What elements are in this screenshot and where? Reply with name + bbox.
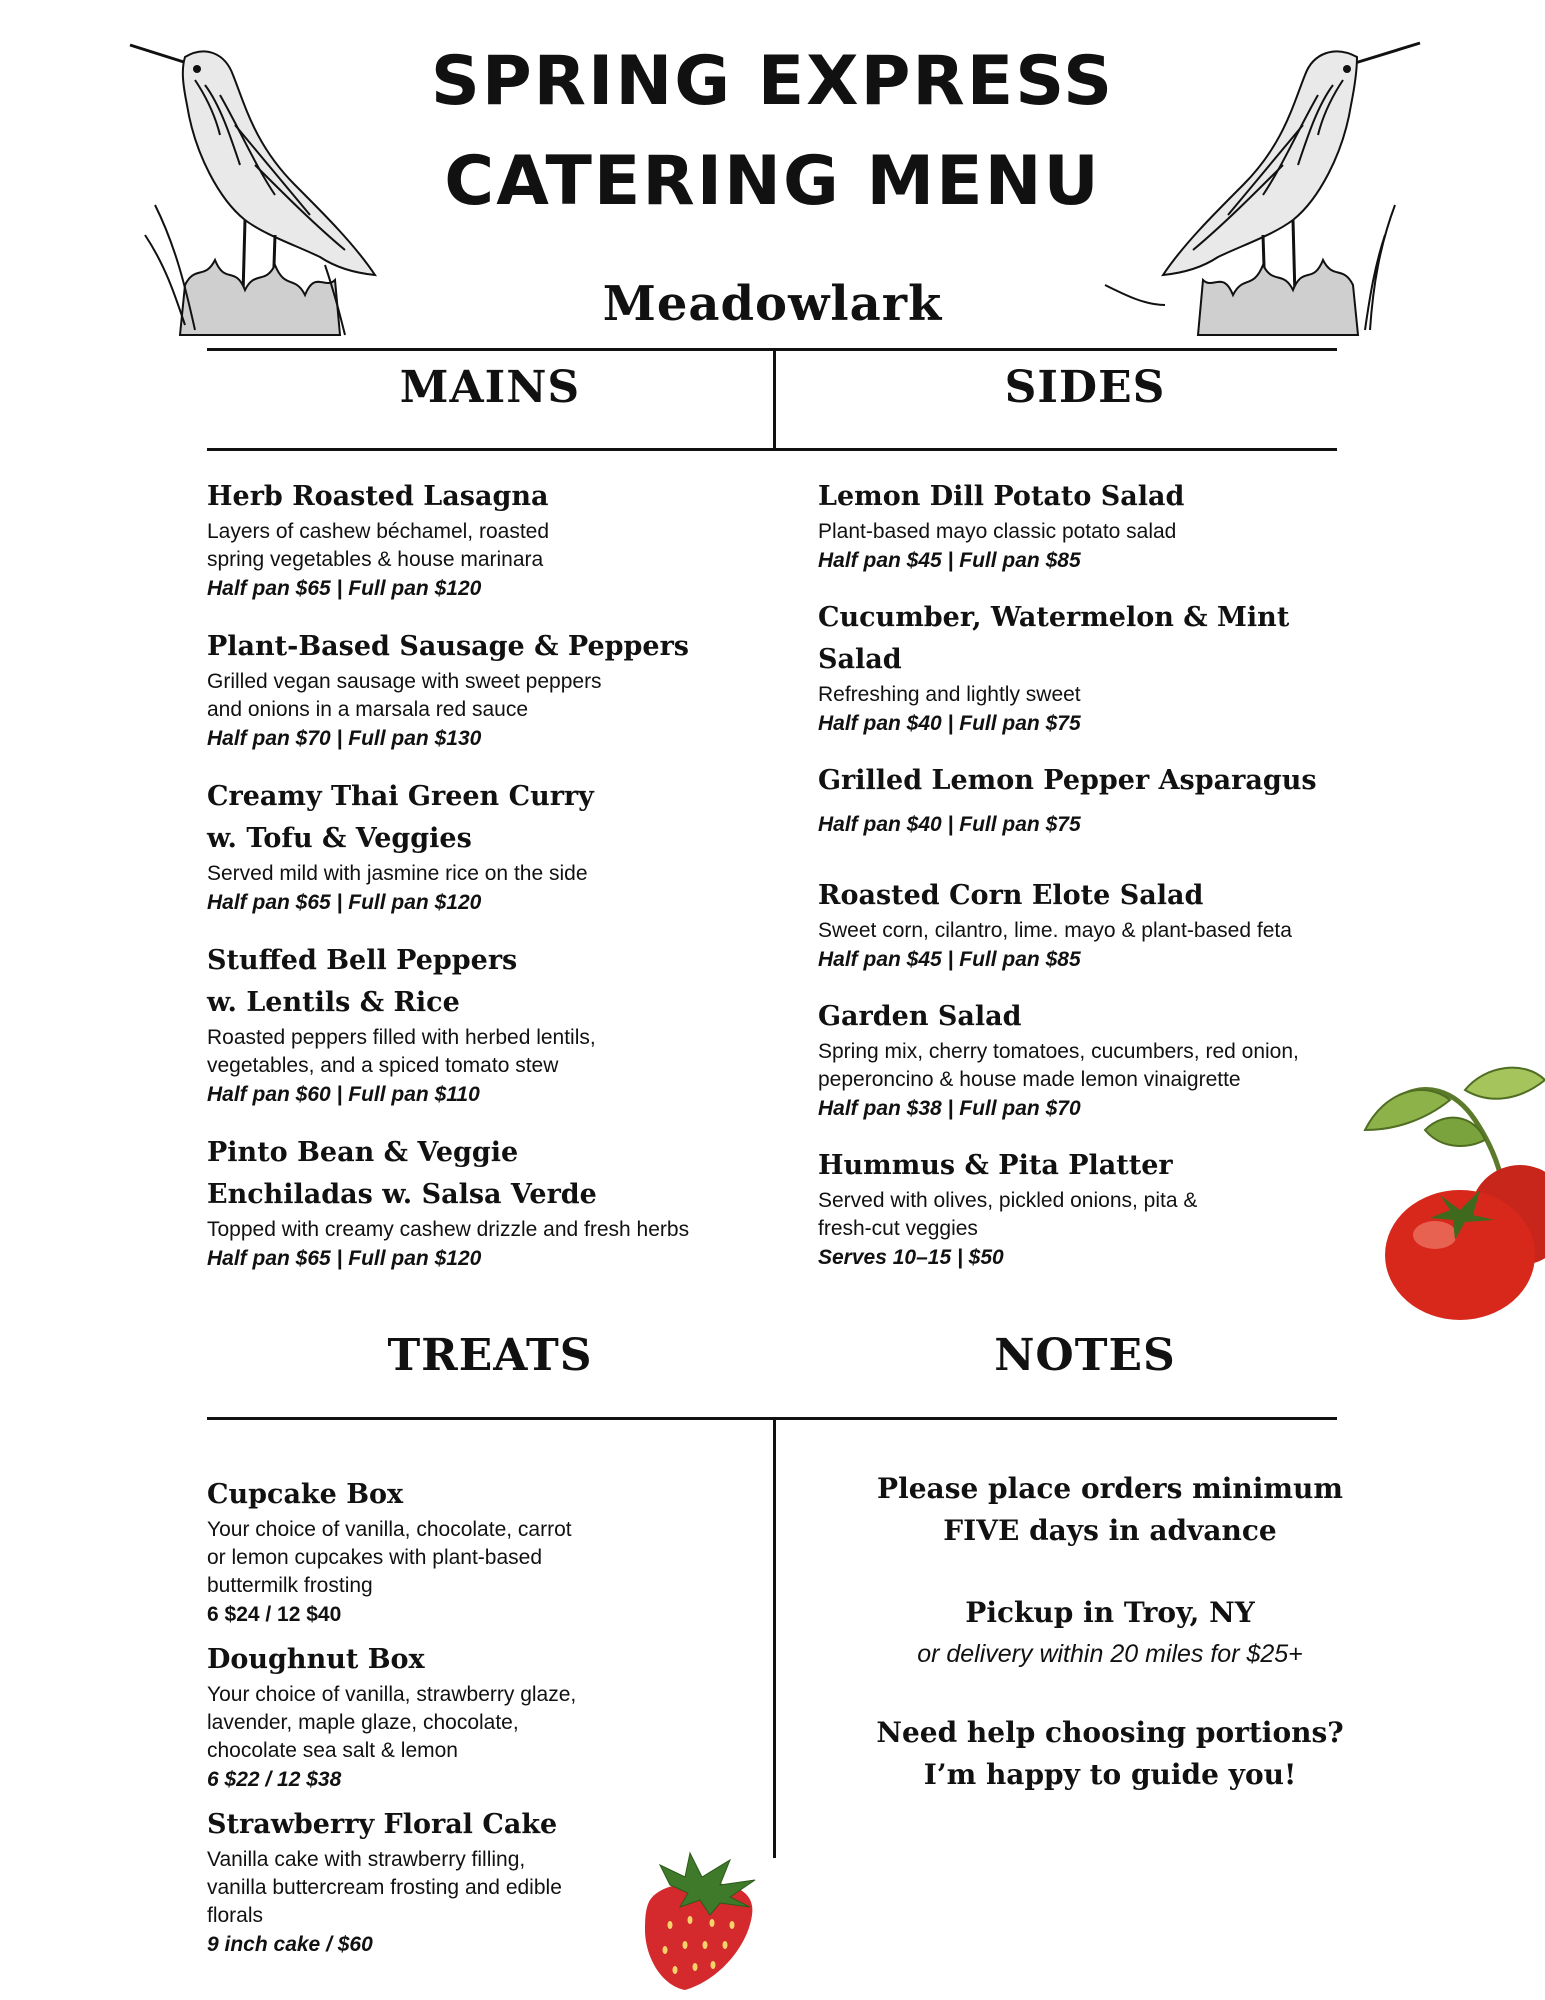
item-description: vanilla buttercream frosting and edible [207, 1876, 562, 1899]
item-name: w. Lentils & Rice [207, 987, 460, 1018]
menu-item [818, 996, 1378, 1123]
item-name: Roasted Corn Elote Salad [818, 880, 1204, 911]
item-description: Served mild with jasmine rice on the side [207, 862, 588, 885]
section-header-treats: TREATS [387, 1330, 593, 1381]
item-name: Stuffed Bell Peppers [207, 945, 518, 976]
tomato-illustration [1355, 1060, 1545, 1320]
menu-item [818, 1145, 1378, 1272]
mains-column [207, 476, 767, 1273]
menu-item [207, 1474, 767, 1629]
divider-lower-headers [207, 1417, 1337, 1420]
item-name: Garden Salad [818, 1001, 1022, 1032]
notes-order-line2: FIVE days in advance [943, 1514, 1277, 1547]
item-price: Half pan $65 | Full pan $120 [207, 1247, 482, 1270]
strawberry-illustration [630, 1845, 780, 1995]
menu-item [818, 760, 1378, 839]
menu-item [207, 1639, 767, 1794]
menu-item [818, 597, 1378, 738]
section-header-sides: SIDES [1004, 362, 1166, 413]
item-price: Half pan $65 | Full pan $120 [207, 891, 482, 914]
section-header-notes: NOTES [994, 1330, 1176, 1381]
item-price: 9 inch cake / $60 [207, 1933, 373, 1956]
item-description: Served with olives, pickled onions, pita & [818, 1189, 1198, 1212]
item-price: Serves 10–15 | $50 [818, 1246, 1004, 1269]
item-description: Grilled vegan sausage with sweet peppers [207, 670, 602, 693]
menu-title-line2: CATERING MENU [444, 142, 1101, 221]
item-name: Enchiladas w. Salsa Verde [207, 1179, 597, 1210]
item-price: Half pan $38 | Full pan $70 [818, 1097, 1081, 1120]
item-description: florals [207, 1904, 264, 1927]
item-name: Grilled Lemon Pepper Asparagus [818, 765, 1317, 796]
menu-item [818, 875, 1378, 974]
item-description: lavender, maple glaze, chocolate, [207, 1711, 519, 1734]
item-price: Half pan $40 | Full pan $75 [818, 813, 1081, 836]
notes-help-line1: Need help choosing portions? [876, 1716, 1344, 1749]
menu-item [207, 626, 767, 753]
item-price: 6 $24 / 12 $40 [207, 1603, 342, 1626]
menu-item [207, 476, 767, 603]
item-name: Cucumber, Watermelon & Mint Salad [818, 602, 1290, 675]
item-description: or lemon cupcakes with plant-based [207, 1546, 543, 1569]
item-name: Cupcake Box [207, 1479, 404, 1510]
item-price: Half pan $65 | Full pan $120 [207, 577, 482, 600]
item-name: Pinto Bean & Veggie [207, 1137, 519, 1168]
notes-pickup-delivery [790, 1592, 1430, 1674]
notes-help [790, 1712, 1430, 1796]
item-name: Plant-Based Sausage & Peppers [207, 631, 690, 662]
divider-vertical-lower [773, 1418, 776, 1858]
menu-item [207, 940, 767, 1109]
menu-item [207, 776, 767, 917]
item-description: peperoncino & house made lemon vinaigrette [818, 1068, 1241, 1091]
item-price: Half pan $40 | Full pan $75 [818, 712, 1081, 735]
divider-vertical-upper [773, 350, 776, 450]
item-description: Sweet corn, cilantro, lime. mayo & plant-based feta [818, 919, 1292, 942]
sides-column [818, 476, 1378, 1272]
item-description: Spring mix, cherry tomatoes, cucumbers, red onion, [818, 1040, 1299, 1063]
item-description: and onions in a marsala red sauce [207, 698, 529, 721]
notes-help-line2: I’m happy to guide you! [923, 1758, 1297, 1791]
item-name: Strawberry Floral Cake [207, 1809, 558, 1840]
item-description: Plant-based mayo classic potato salad [818, 520, 1177, 543]
item-price: Half pan $70 | Full pan $130 [207, 727, 482, 750]
item-description: Your choice of vanilla, chocolate, carrot [207, 1518, 572, 1541]
item-name: w. Tofu & Veggies [207, 823, 472, 854]
menu-item [818, 476, 1378, 575]
notes-order-lead-time [790, 1468, 1430, 1552]
item-price: Half pan $45 | Full pan $85 [818, 549, 1081, 572]
item-name: Lemon Dill Potato Salad [818, 481, 1185, 512]
item-name: Doughnut Box [207, 1644, 425, 1675]
item-name: Hummus & Pita Platter [818, 1150, 1173, 1181]
notes-pickup: Pickup in Troy, NY [965, 1596, 1255, 1629]
notes-order-line1: Please place orders minimum [877, 1472, 1343, 1505]
item-description: Roasted peppers filled with herbed lentils, [207, 1026, 596, 1049]
item-price: 6 $22 / 12 $38 [207, 1768, 342, 1791]
item-description: buttermilk frosting [207, 1574, 373, 1597]
item-description: Your choice of vanilla, strawberry glaze, [207, 1683, 577, 1706]
menu-title-line1: SPRING EXPRESS [430, 42, 1115, 121]
divider-under-headers [207, 448, 1337, 451]
item-price: Half pan $45 | Full pan $85 [818, 948, 1081, 971]
section-header-mains: MAINS [399, 362, 581, 413]
item-description: vegetables, and a spiced tomato stew [207, 1054, 559, 1077]
item-name: Creamy Thai Green Curry [207, 781, 594, 812]
item-description: Topped with creamy cashew drizzle and fresh herbs [207, 1218, 690, 1241]
item-price: Half pan $60 | Full pan $110 [207, 1083, 480, 1106]
notes-delivery: or delivery within 20 miles for $25+ [917, 1640, 1303, 1668]
item-description: Layers of cashew béchamel, roasted [207, 520, 550, 543]
item-description: chocolate sea salt & lemon [207, 1739, 458, 1762]
item-description: fresh-cut veggies [818, 1217, 978, 1240]
item-name: Herb Roasted Lasagna [207, 481, 549, 512]
item-description: Vanilla cake with strawberry filling, [207, 1848, 526, 1871]
item-description: Refreshing and lightly sweet [818, 683, 1081, 706]
brand-name: Meadowlark [602, 276, 943, 332]
item-description: spring vegetables & house marinara [207, 548, 544, 571]
divider-top [207, 348, 1337, 351]
menu-item [207, 1132, 767, 1273]
